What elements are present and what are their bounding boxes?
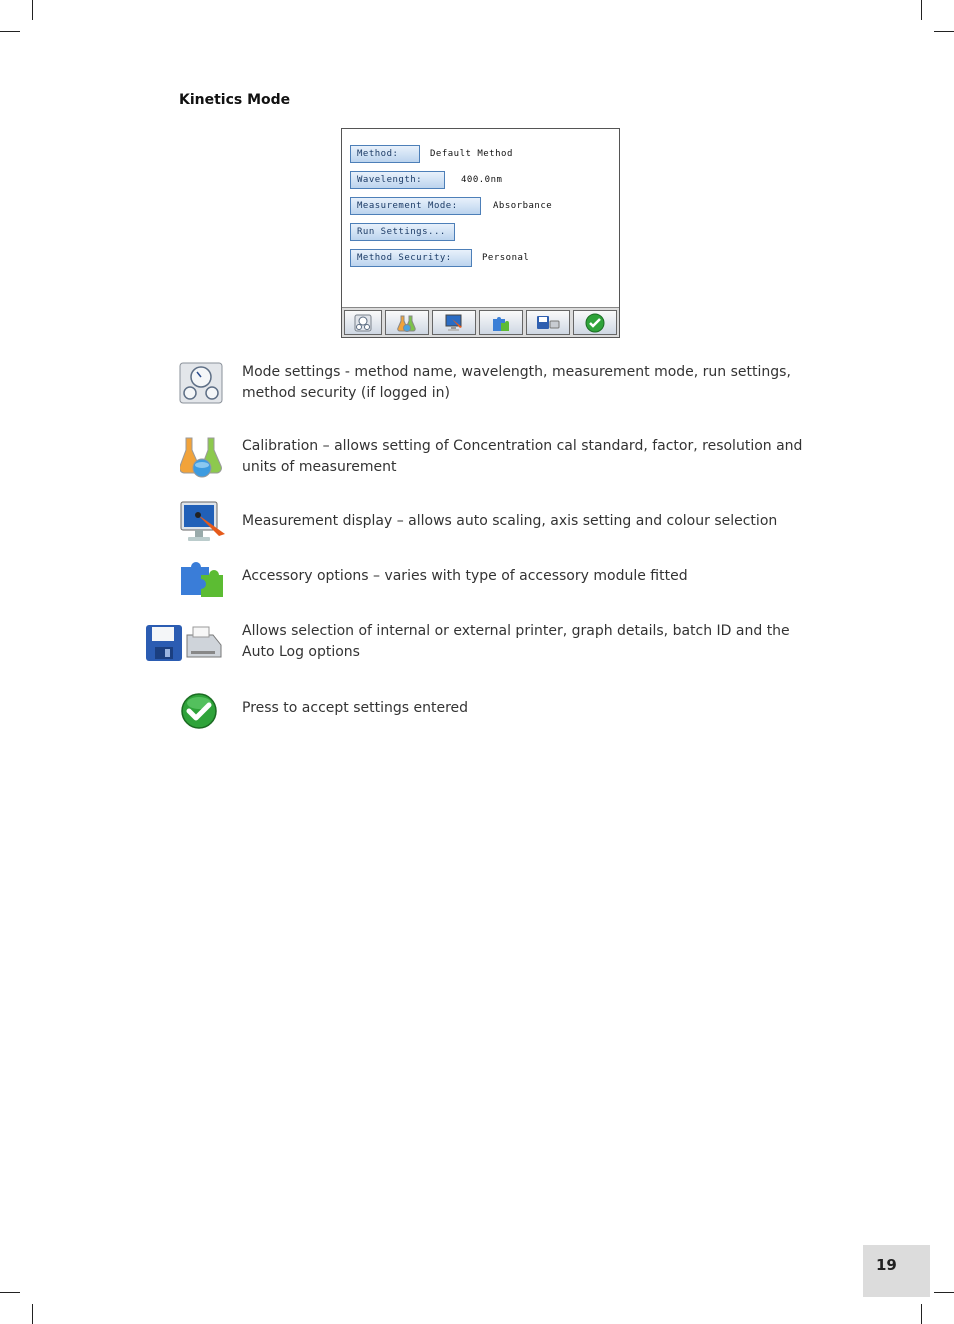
- monitor-icon: [179, 500, 227, 550]
- screen-toolbar: [342, 307, 619, 337]
- gauges-icon: [354, 314, 372, 332]
- accept-button[interactable]: [573, 310, 617, 335]
- measurement-mode-value: Absorbance: [493, 201, 553, 211]
- gauges-icon: [179, 362, 223, 408]
- method-row: [350, 144, 513, 164]
- calibration-button[interactable]: [385, 310, 429, 335]
- legend-text: Accessory options – varies with type of accessory module fitted: [242, 568, 688, 584]
- legend-text: Press to accept settings entered: [242, 700, 469, 716]
- crop-mark: [921, 0, 922, 20]
- save-print-button[interactable]: [526, 310, 570, 335]
- wavelength-row: [350, 170, 502, 190]
- crop-mark: [32, 0, 33, 20]
- crop-mark: [0, 1292, 20, 1293]
- page-number: 19: [863, 1245, 930, 1297]
- wavelength-button[interactable]: Wavelength:: [350, 171, 445, 189]
- accessory-button[interactable]: [479, 310, 523, 335]
- crop-mark: [921, 1304, 922, 1324]
- method-screen: [341, 128, 620, 338]
- measurement-mode-row: [350, 196, 552, 216]
- method-security-button[interactable]: Method Security:: [350, 249, 472, 267]
- method-value: Default Method: [430, 149, 513, 159]
- crop-mark: [934, 31, 954, 32]
- legend-text: Calibration – allows setting of Concentration cal standard, factor, resolution and units of measurement: [242, 438, 803, 475]
- crop-mark: [0, 31, 20, 32]
- legend-text: Measurement display – allows auto scaling, axis setting and colour selection: [242, 513, 778, 529]
- check-icon: [180, 692, 218, 734]
- check-icon: [585, 313, 605, 333]
- run-settings-row: [350, 222, 455, 242]
- legend-text: Mode settings - method name, wavelength, measurement mode, run settings, method security (if logged in): [242, 364, 791, 401]
- method-button[interactable]: Method:: [350, 145, 420, 163]
- puzzle-icon: [179, 555, 225, 605]
- display-button[interactable]: [432, 310, 476, 335]
- mode-settings-button[interactable]: [344, 310, 382, 335]
- crop-mark: [934, 1292, 954, 1293]
- crop-mark: [32, 1304, 33, 1324]
- monitor-icon: [444, 313, 464, 333]
- run-settings-button[interactable]: Run Settings...: [350, 223, 455, 241]
- legend-text: Allows selection of internal or external printer, graph details, batch ID and the Auto Log options: [242, 623, 790, 660]
- method-security-row: [350, 248, 529, 268]
- flasks-icon: [180, 436, 226, 484]
- section-title: Kinetics Mode: [179, 92, 291, 108]
- measurement-mode-button[interactable]: Measurement Mode:: [350, 197, 481, 215]
- puzzle-icon: [491, 313, 511, 333]
- save-print-icon: [145, 621, 225, 667]
- method-security-value: Personal: [482, 253, 530, 263]
- wavelength-value: 400.0nm: [461, 175, 503, 185]
- save-print-icon: [536, 314, 560, 332]
- flasks-icon: [397, 313, 417, 333]
